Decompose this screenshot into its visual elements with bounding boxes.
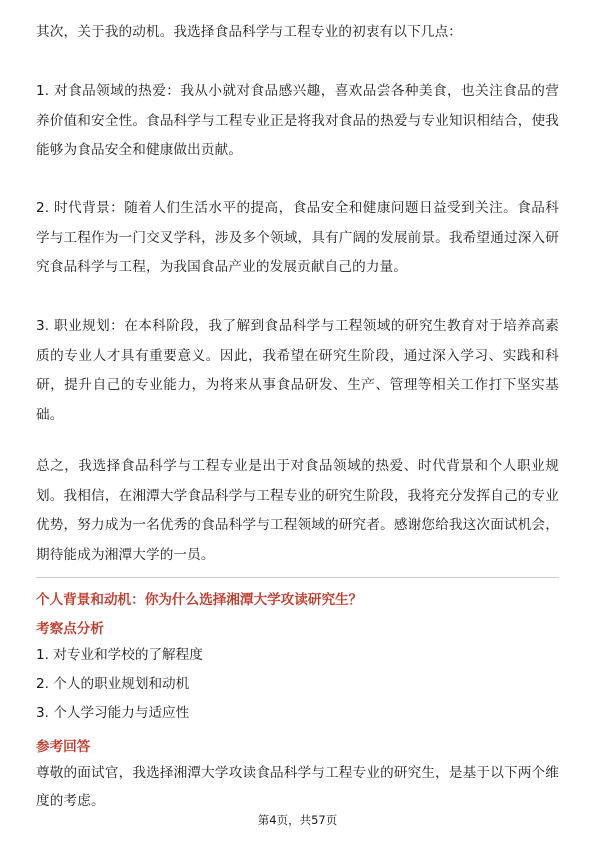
page-number-footer: 第4页，共57页: [257, 813, 338, 827]
document-page: [36, 0, 559, 842]
question-title: 个人背景和动机：你为什么选择湘潭大学攻读研究生？: [36, 592, 363, 608]
analysis-heading: 考察点分析: [36, 621, 104, 637]
analysis-item-2: 2. 个人的职业规划和动机: [36, 676, 190, 692]
analysis-item-1: 1. 对专业和学校的了解程度: [36, 647, 203, 663]
analysis-item-3: 3. 个人学习能力与适应性: [36, 705, 190, 721]
intro-paragraph: 其次，关于我的动机。我选择食品科学与工程专业的初衷有以下几点：: [36, 24, 463, 40]
point-3-paragraph: 3. 职业规划：在本科阶段，我了解到食品科学与工程领域的研究生教育对于培养高素质的专业人才具有重要意义。因此，我希望在研究生阶段，通过深入学习、实践和科研，提升自己的专业能力，为将来从事食品研发、生产、管理等相关工作打下坚实基础。: [36, 318, 559, 423]
answer-heading: 参考回答: [36, 739, 91, 755]
point-1-paragraph: 1. 对食品领域的热爱：我从小就对食品感兴趣，喜欢品尝各种美食，也关注食品的营养价值和安全性。食品科学与工程专业正是将我对食品的热爱与专业知识相结合，使我能够为食品安全和健康做出贡献。: [36, 83, 559, 159]
point-2-paragraph: 2. 时代背景：随着人们生活水平的提高，食品安全和健康问题日益受到关注。食品科学与工程作为一门交叉学科，涉及多个领域，具有广阔的发展前景。我希望通过深入研究食品科学与工程，为我国食品产业的发展贡献自己的力量。: [36, 200, 559, 276]
summary-paragraph: 总之，我选择食品科学与工程专业是出于对食品领域的热爱、时代背景和个人职业规划。我相信，在湘潭大学食品科学与工程专业的研究生阶段，我将充分发挥自己的专业优势，努力成为一名优秀的食品科学与工程领域的研究者。感谢您给我这次面试机会，期待能成为湘潭大学的一员。: [36, 458, 559, 563]
section-divider: [36, 577, 559, 578]
answer-paragraph: 尊敬的面试官，我选择湘潭大学攻读食品科学与工程专业的研究生，是基于以下两个维度的考虑。: [36, 765, 559, 809]
